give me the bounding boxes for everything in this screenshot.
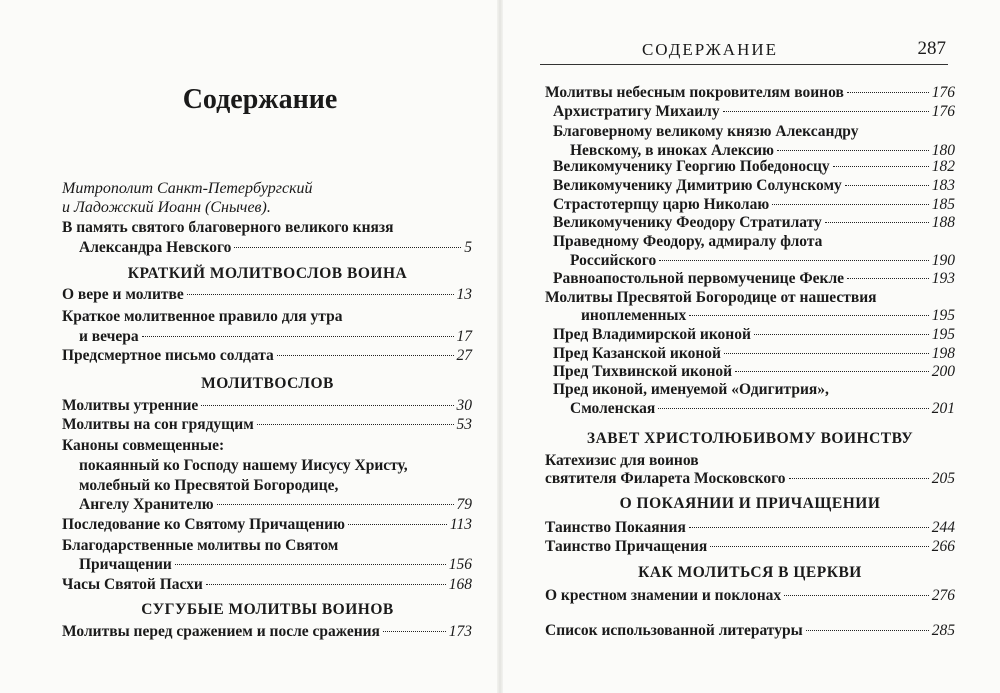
toc-entry-title: Невскому, в иноках Алексию — [570, 142, 774, 159]
toc-entry-title: Российского — [570, 252, 657, 269]
toc-entry-title: Предсмертное письмо солдата — [62, 347, 274, 364]
toc-entry-title: Великомученику Феодору Стратилату — [553, 214, 822, 231]
toc-page-number: 13 — [456, 286, 472, 303]
toc-entry[interactable] — [553, 362, 955, 382]
toc-entry-line1: Праведному Феодору, адмиралу флота — [553, 233, 823, 250]
toc-page-number: 176 — [931, 84, 955, 101]
toc-entry-title: и вечера — [79, 328, 139, 345]
leader-dots — [772, 204, 929, 205]
leader-dots — [754, 334, 929, 335]
toc-entry-title: Александра Невского — [79, 239, 232, 256]
toc-entry-title: Страстотерпцу царю Николаю — [553, 196, 770, 213]
leader-dots — [847, 92, 929, 93]
toc-entry[interactable] — [553, 344, 955, 364]
toc-page-number: 17 — [456, 328, 472, 345]
toc-page-number: 53 — [456, 416, 472, 433]
toc-page-number: 183 — [931, 177, 955, 194]
leader-dots — [659, 260, 929, 261]
toc-entry-title: Пред Тихвинской иконой — [553, 363, 733, 380]
toc-entry[interactable] — [62, 285, 472, 305]
toc-page-number: 180 — [931, 142, 955, 159]
leader-dots — [234, 247, 461, 248]
toc-entry-title: Список использованной литературы — [545, 622, 803, 639]
leader-dots — [217, 504, 454, 505]
toc-entry-title: святителя Филарета Московского — [545, 470, 786, 487]
toc-entry[interactable] — [545, 621, 955, 641]
running-header — [540, 38, 948, 65]
leader-dots — [383, 631, 446, 632]
toc-page-number: 185 — [931, 196, 955, 213]
toc-entry-title: Таинство Причащения — [545, 538, 708, 555]
toc-page-number: 176 — [931, 103, 955, 120]
toc-entry[interactable] — [553, 195, 955, 215]
toc-entry-title: Молитвы утренние — [62, 397, 199, 414]
toc-page-number: 200 — [931, 363, 955, 380]
leader-dots — [689, 527, 929, 528]
toc-entry-title: О вере и молитве — [62, 286, 184, 303]
leader-dots — [825, 222, 929, 223]
leader-dots — [142, 336, 454, 337]
toc-page-number: 244 — [931, 519, 955, 536]
toc-page-number: 27 — [456, 347, 472, 364]
leader-dots — [724, 353, 929, 354]
leader-dots — [689, 315, 928, 316]
toc-page-number: 156 — [448, 556, 472, 573]
leader-dots — [348, 524, 447, 525]
section-heading: КРАТКИЙ МОЛИТВОСЛОВ ВОИНА — [127, 265, 408, 282]
toc-entry-title: О крестном знамении и поклонах — [545, 587, 782, 604]
toc-page-number: 188 — [931, 214, 955, 231]
leader-dots — [658, 408, 928, 409]
page-title: Содержание — [182, 84, 338, 115]
toc-entry[interactable] — [62, 575, 472, 595]
toc-entry-sub: молебный ко Пресвятой Богородице, — [79, 477, 339, 494]
section-heading: О ПОКАЯНИИ И ПРИЧАЩЕНИИ — [619, 495, 881, 512]
toc-entry-title: Причащении — [79, 556, 172, 573]
toc-entry-title: Пред Казанской иконой — [553, 345, 721, 362]
section-heading: КАК МОЛИТЬСЯ В ЦЕРКВИ — [638, 564, 862, 581]
leader-dots — [777, 150, 929, 151]
leader-dots — [175, 564, 446, 565]
toc-entry-heading: Каноны совмещенные: — [62, 437, 225, 454]
section-heading: ЗАВЕТ ХРИСТОЛЮБИВОМУ ВОИНСТВУ — [586, 430, 914, 447]
toc-entry[interactable] — [545, 306, 955, 326]
toc-entry-line1: Катехизис для воинов — [545, 452, 699, 469]
toc-entry-title: Часы Святой Пасхи — [62, 576, 203, 593]
toc-page-number: 168 — [448, 576, 472, 593]
toc-entry-intro[interactable] — [62, 238, 472, 258]
author-line-2: и Ладожский Иоанн (Снычев). — [62, 199, 271, 216]
toc-page-number: 195 — [931, 307, 955, 324]
toc-entry-title: Великомученику Димитрию Солунскому — [553, 177, 842, 194]
toc-entry-line1: Благоверному великому князю Александру — [553, 123, 859, 140]
toc-page-number: 276 — [931, 587, 955, 604]
toc-entry-title: Смоленская — [570, 400, 656, 417]
toc-entry[interactable] — [545, 586, 955, 606]
toc-entry[interactable] — [62, 396, 472, 416]
toc-entry-intro-line1: В память святого благоверного великого князя — [62, 219, 394, 236]
author-line-1: Митрополит Санкт-Петербургский — [62, 180, 313, 197]
toc-entry-title: Молитвы перед сражением и после сражения — [62, 623, 380, 640]
toc-page-number: 201 — [931, 400, 955, 417]
leader-dots — [201, 405, 453, 406]
toc-entry-title: Ангелу Хранителю — [79, 496, 214, 513]
toc-entry[interactable] — [553, 213, 955, 233]
toc-entry[interactable] — [62, 555, 472, 575]
toc-entry[interactable] — [545, 537, 955, 557]
leader-dots — [723, 111, 929, 112]
leader-dots — [206, 584, 446, 585]
leader-dots — [735, 371, 929, 372]
toc-page-number: 198 — [931, 345, 955, 362]
leader-dots — [187, 294, 454, 295]
toc-entry[interactable] — [62, 622, 472, 642]
toc-entry[interactable] — [62, 346, 472, 366]
leader-dots — [789, 478, 929, 479]
toc-entry[interactable] — [545, 469, 955, 489]
toc-page-number: 5 — [464, 239, 472, 256]
toc-entry[interactable] — [62, 515, 472, 535]
toc-page-number: 190 — [931, 252, 955, 269]
toc-entry[interactable] — [553, 325, 955, 345]
leader-dots — [847, 278, 929, 279]
toc-page-number: 195 — [931, 326, 955, 343]
toc-entry[interactable] — [62, 327, 472, 347]
leader-dots — [833, 166, 929, 167]
leader-dots — [806, 630, 929, 631]
toc-page-number: 205 — [931, 470, 955, 487]
toc-entry[interactable] — [79, 495, 472, 515]
toc-entry[interactable] — [553, 102, 955, 122]
toc-entry-title: Молитвы на сон грядущим — [62, 416, 254, 433]
toc-page-number: 193 — [931, 270, 955, 287]
toc-page-number: 30 — [456, 397, 472, 414]
leader-dots — [784, 595, 929, 596]
toc-entry[interactable] — [553, 176, 955, 196]
toc-entry-title: Архистратигу Михаилу — [553, 103, 720, 120]
toc-page-number: 285 — [931, 622, 955, 639]
leader-dots — [710, 546, 928, 547]
toc-page-number: 266 — [931, 538, 955, 555]
toc-entry-title: Молитвы небесным покровителям воинов — [545, 84, 844, 101]
toc-entry-line1: Благодарственные молитвы по Святом — [62, 537, 339, 554]
toc-page-number: 182 — [931, 158, 955, 175]
toc-entry-line1: Краткое молитвенное правило для утра — [62, 308, 343, 325]
author-attribution — [62, 179, 462, 217]
toc-entry[interactable] — [545, 518, 955, 538]
section-heading: МОЛИТВОСЛОВ — [201, 375, 334, 392]
toc-entry-line1: Пред иконой, именуемой «Одигитрия», — [553, 381, 829, 398]
toc-page-number: 173 — [448, 623, 472, 640]
toc-entry[interactable] — [553, 157, 955, 177]
page-number: 287 — [917, 38, 946, 59]
toc-page-number: 113 — [449, 516, 472, 533]
leader-dots — [845, 185, 929, 186]
leader-dots — [277, 355, 454, 356]
toc-entry-title: Пред Владимирской иконой — [553, 326, 751, 343]
toc-entry[interactable] — [553, 399, 955, 419]
toc-entry[interactable] — [553, 251, 955, 271]
toc-page-number: 79 — [456, 496, 472, 513]
toc-entry-title: Равноапостольной первомученице Фекле — [553, 270, 845, 287]
toc-entry-title: иноплеменных — [581, 307, 687, 324]
leader-dots — [257, 424, 454, 425]
section-heading: СУГУБЫЕ МОЛИТВЫ ВОИНОВ — [141, 601, 394, 618]
toc-entry-title: Таинство Покаяния — [545, 519, 686, 536]
toc-entry-title: Последование ко Святому Причащению — [62, 516, 345, 533]
toc-entry[interactable] — [553, 269, 955, 289]
toc-entry-title: Великомученику Георгию Победоносцу — [553, 158, 830, 175]
toc-entry-sub: покаянный ко Господу нашему Иисусу Христу, — [79, 457, 408, 474]
toc-entry-line1: Молитвы Пресвятой Богородице от нашествия — [545, 289, 877, 306]
toc-entry[interactable] — [545, 83, 955, 103]
running-title: СОДЕРЖАНИЕ — [641, 40, 779, 59]
toc-entry[interactable] — [62, 415, 472, 435]
